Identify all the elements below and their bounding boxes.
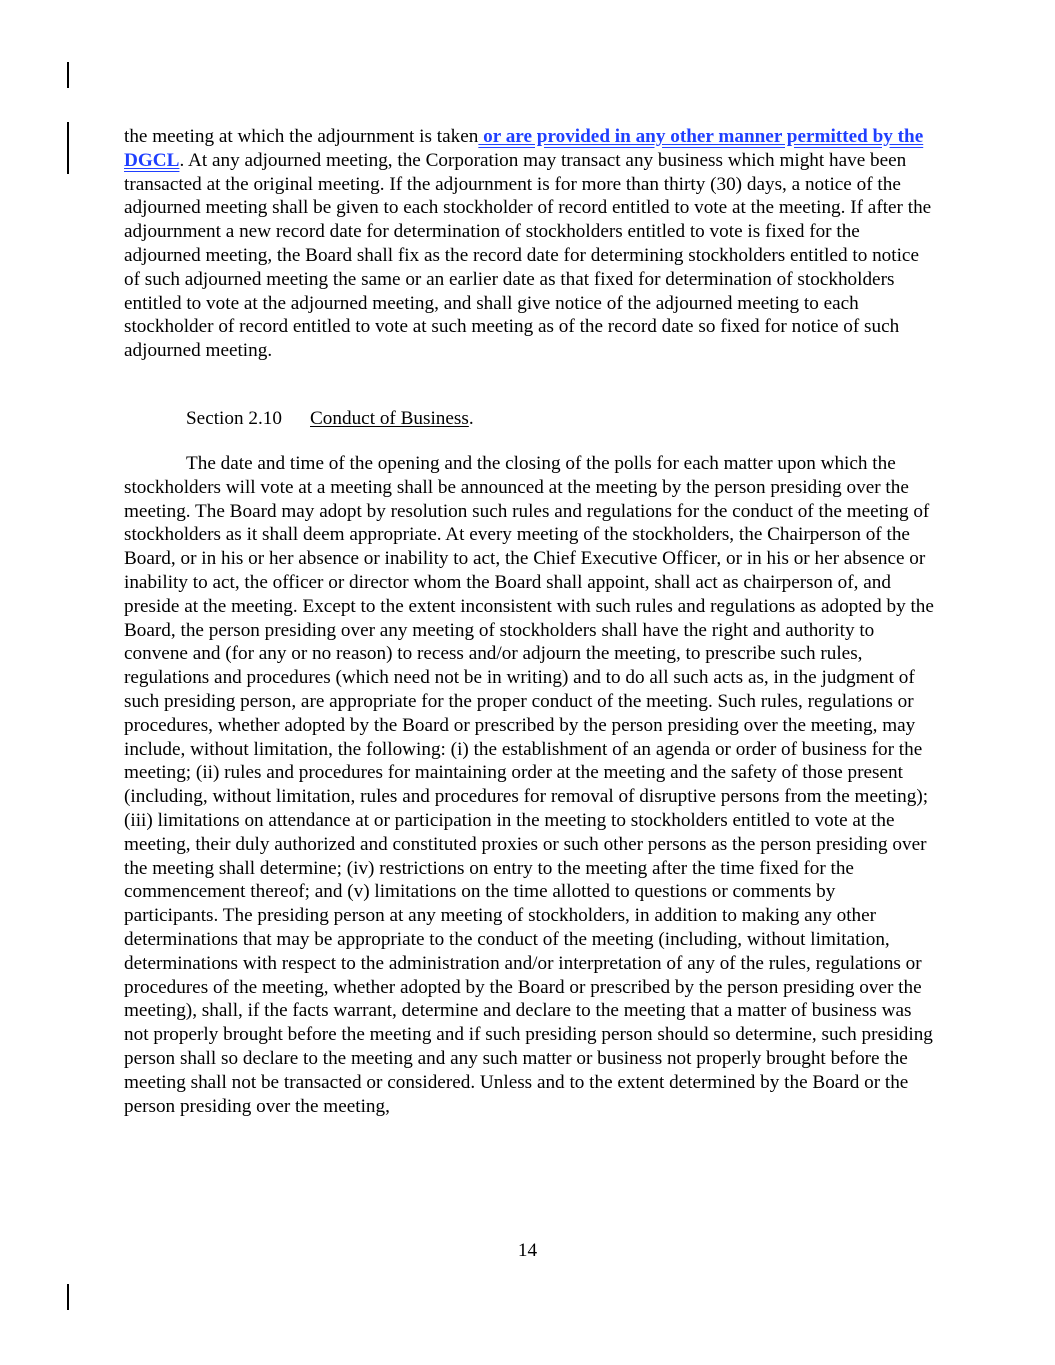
section-title: Conduct of Business <box>310 408 469 429</box>
inserted-text-redline: or are provided in any other manner permitted by the DGCL <box>124 126 924 171</box>
change-bar-paragraph <box>67 122 69 174</box>
section-number: Section 2.10 <box>186 408 282 429</box>
change-bar-bottom <box>67 1284 69 1310</box>
paragraph-conduct-of-business <box>124 452 934 1118</box>
paragraph-1-text-start: the meeting at which the adjournment is taken <box>124 126 479 147</box>
paragraph-2-text: The date and time of the opening and the closing of the polls for each matter upon which the stockholders will vote at a meeting shall be announced at the meeting by the person presiding over the meeting. The Board may adopt by resolution such rules and regulations for the conduct of the meeting of stockholders as it shall deem appropriate. At every meeting of the stockholders, the Chairperson of the Board, or in his or her absence or inability to act, the Chief Executive Officer, or in his or her absence or inability to act, the officer or director whom the Board shall appoint, shall act as chairperson of, and preside at the meeting. Except to the extent inconsistent with such rules and regulations as adopted by the Board, the person presiding over any meeting of stockholders shall have the right and authority to convene and (for any or no reason) to recess and/or adjourn the meeting, to prescribe such rules, regulations and procedures (which need not be in writing) and to do all such acts as, in the judgment of such presiding person, are appropriate for the proper conduct of the meeting. Such rules, regulations or procedures, whether adopted by the Board or prescribed by the person presiding over the meeting, may include, without limitation, the following: (i) the establishment of an agenda or order of business for the meeting; (ii) rules and procedures for maintaining order at the meeting and the safety of those present (including, without limitation, rules and procedures for removal of disruptive persons from the meeting); (iii) limitations on attendance at or participation in the meeting to stockholders entitled to vote at the meeting, their duly authorized and constituted proxies or such other persons as the person presiding over the meeting shall determine; (iv) restrictions on entry to the meeting after the time fixed for the commencement thereof; and (v) limitations on the time allotted to questions or comments by participants. The presiding person at any meeting of stockholders, in addition to making any other determinations that may be appropriate to the conduct of the meeting (including, without limitation, determinations with respect to the administration and/or interpretation of any of the rules, regulations or procedures of the meeting, whether adopted by the Board or prescribed by the person presiding over the meeting), shall, if the facts warrant, determine and declare to the meeting that a matter of business was not properly brought before the meeting and if such presiding person should so determine, such presiding person shall so declare to the meeting and any such matter or business not properly brought before the meeting shall not be transacted or considered. Unless and to the extent determined by the Board or the person presiding over the meeting, <box>124 453 934 1117</box>
change-bar-top <box>67 62 69 88</box>
section-title-period: . <box>468 408 474 429</box>
paragraph-adjournment <box>124 125 934 363</box>
section-heading <box>186 407 474 431</box>
paragraph-1-text-end: . At any adjourned meeting, the Corporation may transact any business which might have been transacted at the original meeting. If the adjournment is for more than thirty (30) days, a notice of the adjourned meeting shall be given to each stockholder of record entitled to vote at the meeting. If after the adjournment a new record date for determination of stockholders entitled to vote is fixed for the adjourned meeting, the Board shall fix as the record date for determining stockholders entitled to notice of such adjourned meeting the same or an earlier date as that fixed for determination of stockholders entitled to vote at the adjourned meeting, and shall give notice of the adjourned meeting to each stockholder of record entitled to vote at such meeting as of the record date so fixed for notice of such adjourned meeting. <box>124 149 932 362</box>
page-number: 14 <box>517 1240 538 1261</box>
